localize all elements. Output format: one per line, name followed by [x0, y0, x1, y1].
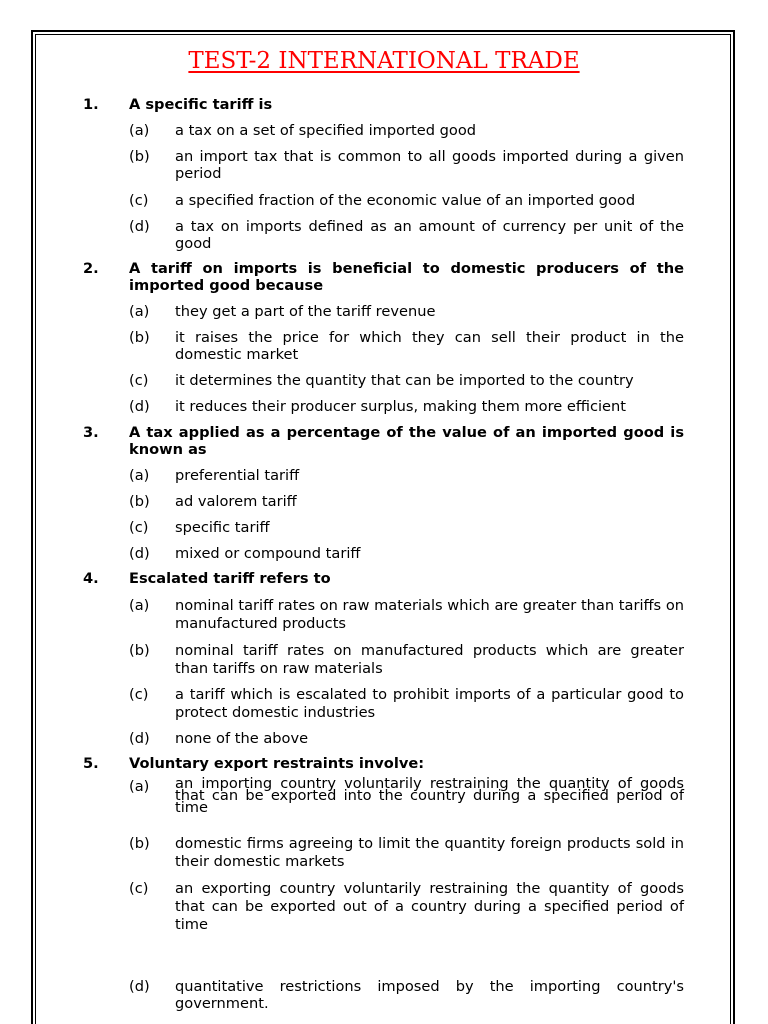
option-label: (a) [129, 778, 150, 795]
option-text: it raises the price for which they can sell their product in the domestic market [175, 329, 684, 363]
option-label: (b) [129, 493, 150, 510]
option-text: an exporting country voluntarily restraining the quantity of goods that can be exported out of a country during a specified period of time [175, 880, 684, 933]
page-title: TEST-2 INTERNATIONAL TRADE [188, 48, 580, 74]
option-label: (b) [129, 148, 150, 165]
option-label: (c) [129, 519, 149, 536]
option-text: preferential tariff [175, 467, 300, 484]
option-label: (c) [129, 372, 149, 389]
option-label: (d) [129, 545, 150, 562]
option-label: (c) [129, 686, 149, 703]
option-text: they get a part of the tariff revenue [175, 303, 436, 320]
option-text: a tariff which is escalated to prohibit imports of a particular good to protect domestic industries [175, 686, 684, 721]
question-text: A tariff on imports is beneficial to domestic producers of the imported good because [129, 260, 684, 294]
option-label: (a) [129, 303, 150, 320]
option-label: (b) [129, 329, 150, 346]
option-label: (d) [129, 218, 150, 235]
option-text: nominal tariff rates on raw materials which are greater than tariffs on manufactured products [175, 597, 684, 632]
option-label: (a) [129, 122, 150, 139]
option-label: (a) [129, 597, 150, 614]
option-text: a tax on a set of specified imported good [175, 122, 477, 139]
option-text: a specified fraction of the economic value of an imported good [175, 192, 636, 209]
question-text: A tax applied as a percentage of the value of an imported good is known as [129, 424, 684, 458]
option-text: quantitative restrictions imposed by the importing country's government. [175, 978, 684, 1012]
option-text: a tax on imports defined as an amount of currency per unit of the good [175, 218, 684, 252]
question-number: 5. [83, 755, 99, 772]
question-number: 4. [83, 570, 99, 587]
question-number: 3. [83, 424, 99, 441]
option-label: (c) [129, 880, 149, 897]
option-text: none of the above [175, 730, 309, 747]
option-text: ad valorem tariff [175, 493, 297, 510]
question-number: 2. [83, 260, 99, 277]
option-text: it determines the quantity that can be imported to the country [175, 372, 634, 389]
option-label: (a) [129, 467, 150, 484]
option-label: (d) [129, 730, 150, 747]
option-label: (b) [129, 835, 150, 852]
question-number: 1. [83, 96, 99, 113]
option-label: (b) [129, 642, 150, 659]
option-text: an import tax that is common to all goods imported during a given period [175, 148, 684, 182]
question-text: Voluntary export restraints involve: [129, 755, 425, 772]
option-text: mixed or compound tariff [175, 545, 361, 562]
option-label: (c) [129, 192, 149, 209]
option-label: (d) [129, 978, 150, 995]
option-label: (d) [129, 398, 150, 415]
option-text: it reduces their producer surplus, making them more efficient [175, 398, 626, 415]
option-text: domestic firms agreeing to limit the quantity foreign products sold in their domestic markets [175, 835, 684, 870]
question-text: Escalated tariff refers to [129, 570, 331, 587]
option-text: nominal tariff rates on manufactured products which are greater than tariffs on raw materials [175, 642, 684, 677]
question-text: A specific tariff is [129, 96, 273, 113]
option-text: an importing country voluntarily restraining the quantity of goods that can be exported into the country during a specified period of time [175, 775, 684, 816]
option-text: specific tariff [175, 519, 270, 536]
